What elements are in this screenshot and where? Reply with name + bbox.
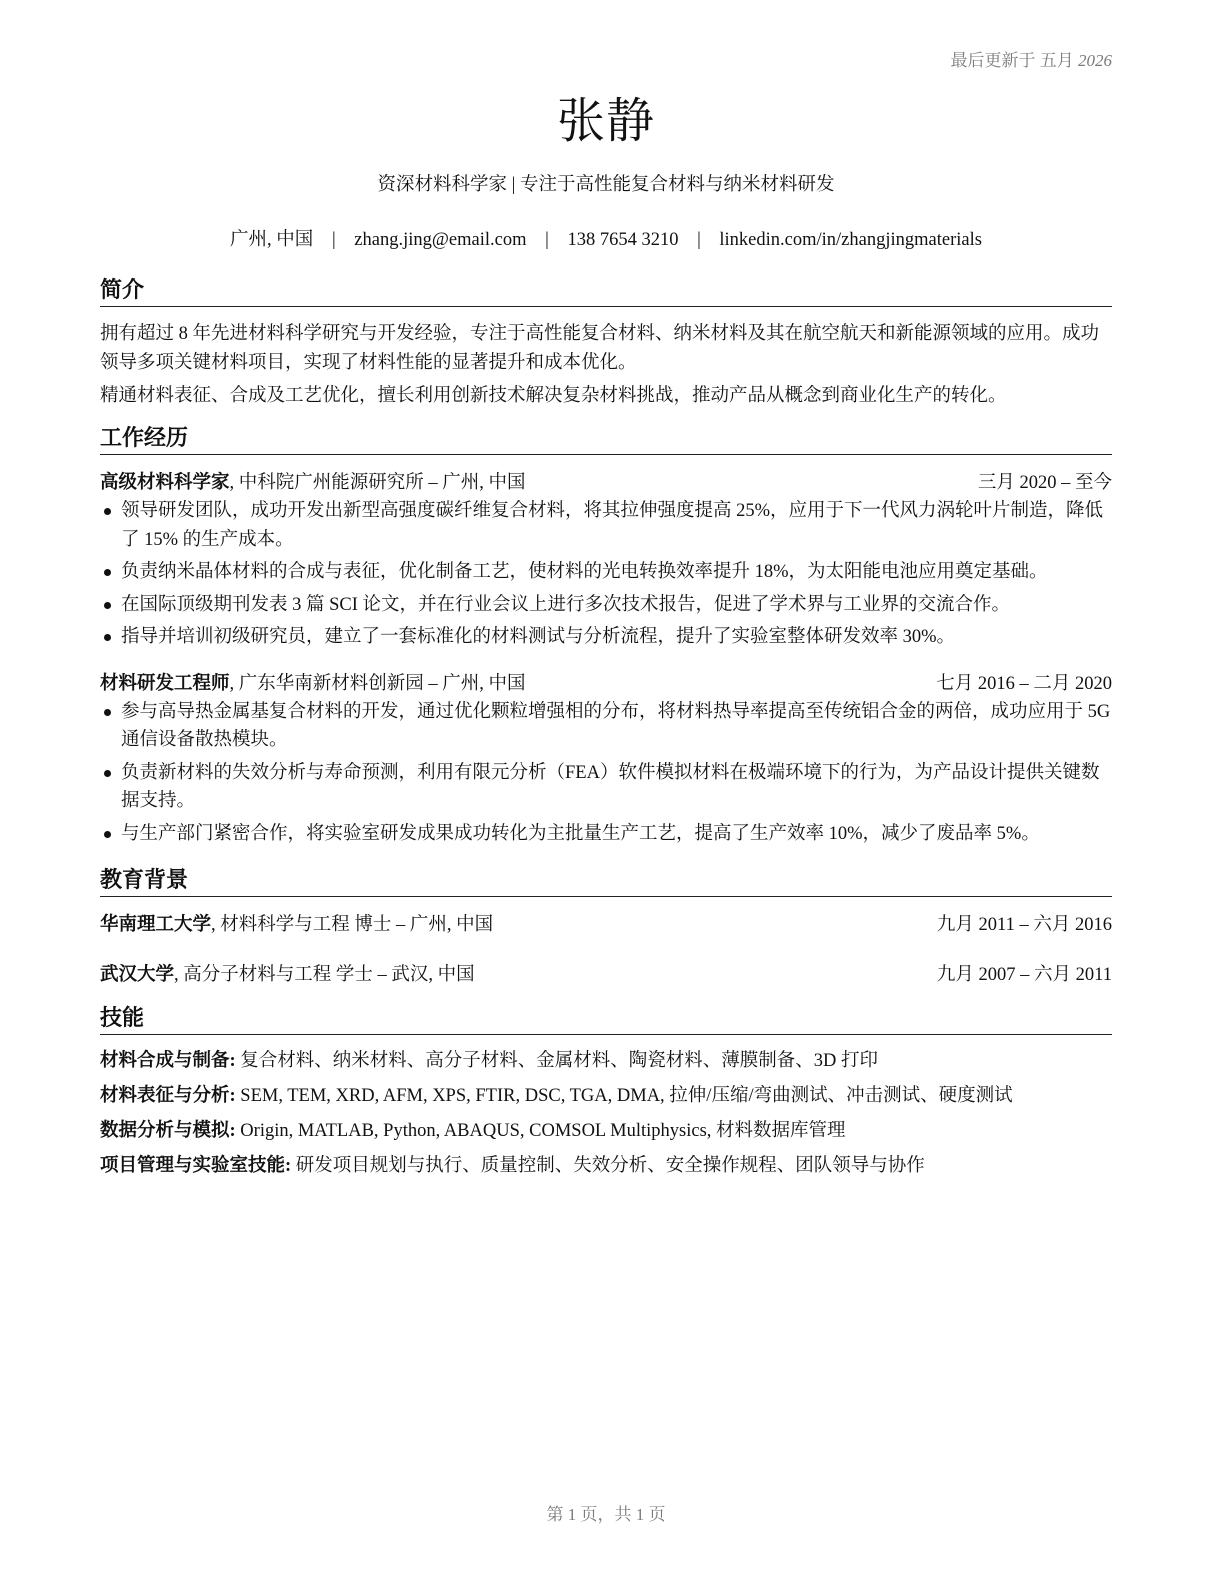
section-heading-skills: 技能 <box>100 1004 1112 1035</box>
list-item: 指导并培训初级研究员，建立了一套标准化的材料测试与分析流程，提升了实验室整体研发效率 30%。 <box>100 623 1112 652</box>
job-title-line <box>100 670 526 698</box>
skill-label: 项目管理与实验室技能: <box>100 1156 292 1176</box>
skill-value: 复合材料、纳米材料、高分子材料、金属材料、陶瓷材料、薄膜制备、3D 打印 <box>235 1051 879 1071</box>
contact-email[interactable]: zhang.jing@email.com <box>354 230 527 250</box>
job-org: , 中科院广州能源研究所 – 广州, 中国 <box>229 473 526 493</box>
skills-list <box>100 1044 1112 1184</box>
skill-label: 材料表征与分析: <box>100 1086 236 1106</box>
education-section <box>100 866 1112 989</box>
skill-label: 数据分析与模拟: <box>100 1121 236 1141</box>
section-heading-experience: 工作经历 <box>100 424 1112 455</box>
job-title: 高级材料科学家 <box>100 473 230 493</box>
education-dates: 九月 2007 – 六月 2011 <box>936 965 1112 985</box>
list-item: 参与高导热金属基复合材料的开发，通过优化颗粒增强相的分布，将材料热导率提高至传统铝合金的两倍，成功应用于 5G 通信设备散热模块。 <box>100 698 1112 755</box>
education-entry <box>100 911 1112 939</box>
page-footer: 第 1 页，共 1 页 <box>546 1505 666 1524</box>
last-updated <box>951 46 1113 71</box>
job-bullets <box>100 698 1112 849</box>
education-detail: , 材料科学与工程 博士 – 广州, 中国 <box>211 915 494 935</box>
job-org: , 广东华南新材料创新园 – 广州, 中国 <box>229 673 526 694</box>
skill-value: 研发项目规划与执行、质量控制、失效分析、安全操作规程、团队领导与协作 <box>291 1156 925 1176</box>
candidate-name: 张静 <box>556 95 655 148</box>
job-title: 材料研发工程师 <box>100 673 230 694</box>
education-title-line <box>100 961 475 989</box>
contact-phone: 138 7654 3210 <box>567 230 679 250</box>
education-school: 华南理工大学 <box>100 915 212 935</box>
section-heading-education: 教育背景 <box>100 866 1112 897</box>
job-entry <box>100 469 1112 652</box>
education-detail: , 高分子材料与工程 学士 – 武汉, 中国 <box>174 965 475 985</box>
education-entry <box>100 961 1112 989</box>
contact-line <box>100 225 1112 251</box>
education-title-line <box>100 911 493 939</box>
skill-label: 材料合成与制备: <box>100 1051 236 1071</box>
list-item: 负责新材料的失效分析与寿命预测，利用有限元分析（FEA）软件模拟材料在极端环境下的行为，为产品设计提供关键数据支持。 <box>100 759 1112 816</box>
experience-section <box>100 424 1112 852</box>
skills-section <box>100 1004 1112 1184</box>
skill-row <box>100 1079 1112 1114</box>
job-title-line <box>100 469 526 497</box>
last-updated-label: 最后更新于 五月 <box>950 51 1074 70</box>
list-item: 与生产部门紧密合作，将实验室研发成果成功转化为主批量生产工艺，提高了生产效率 10%，减少了废品率 5%。 <box>100 820 1112 849</box>
job-header <box>100 469 1112 497</box>
contact-linkedin[interactable]: linkedin.com/in/zhangjingmaterials <box>719 230 982 250</box>
summary-paragraph: 拥有超过 8 年先进材料科学研究与开发经验，专注于高性能复合材料、纳米材料及其在航空航天和新能源领域的应用。成功领导多项关键材料项目，实现了材料性能的显著提升和成本优化。 <box>100 324 1100 373</box>
contact-separator: | <box>331 230 336 250</box>
contact-separator: | <box>697 230 701 250</box>
list-item: 负责纳米晶体材料的合成与表征，优化制备工艺，使材料的光电转换效率提升 18%，为太阳能电池应用奠定基础。 <box>100 558 1112 587</box>
skill-row <box>100 1149 1112 1184</box>
tagline: 资深材料科学家 | 专注于高性能复合材料与纳米材料研发 <box>377 175 835 195</box>
skill-row <box>100 1114 1112 1149</box>
education-dates: 九月 2011 – 六月 2016 <box>936 915 1112 935</box>
skill-row <box>100 1044 1112 1079</box>
contact-location: 广州, 中国 <box>230 230 314 250</box>
job-dates: 七月 2016 – 二月 2020 <box>936 673 1112 694</box>
job-dates: 三月 2020 – 至今 <box>977 473 1112 493</box>
section-heading-summary: 简介 <box>100 276 1112 307</box>
job-entry <box>100 670 1112 849</box>
skill-value: Origin, MATLAB, Python, ABAQUS, COMSOL Multiphysics, 材料数据库管理 <box>235 1121 846 1141</box>
summary-section <box>100 276 1112 411</box>
job-bullets <box>100 497 1112 652</box>
contact-separator: | <box>545 230 549 250</box>
skill-value: SEM, TEM, XRD, AFM, XPS, FTIR, DSC, TGA, DMA, 拉伸/压缩/弯曲测试、冲击测试、硬度测试 <box>235 1086 1013 1106</box>
resume-page <box>100 0 1112 1584</box>
list-item: 在国际顶级期刊发表 3 篇 SCI 论文，并在行业会议上进行多次技术报告，促进了学术界与工业界的交流合作。 <box>100 591 1112 620</box>
list-item: 领导研发团队，成功开发出新型高强度碳纤维复合材料，将其拉伸强度提高 25%，应用于下一代风力涡轮叶片制造，降低了 15% 的生产成本。 <box>100 497 1112 554</box>
education-school: 武汉大学 <box>100 965 175 985</box>
job-header <box>100 670 1112 698</box>
summary-paragraph: 精通材料表征、合成及工艺优化，擅长利用创新技术解决复杂材料挑战，推动产品从概念到商业化生产的转化。 <box>100 386 1007 406</box>
last-updated-year: 2026 <box>1078 51 1112 70</box>
